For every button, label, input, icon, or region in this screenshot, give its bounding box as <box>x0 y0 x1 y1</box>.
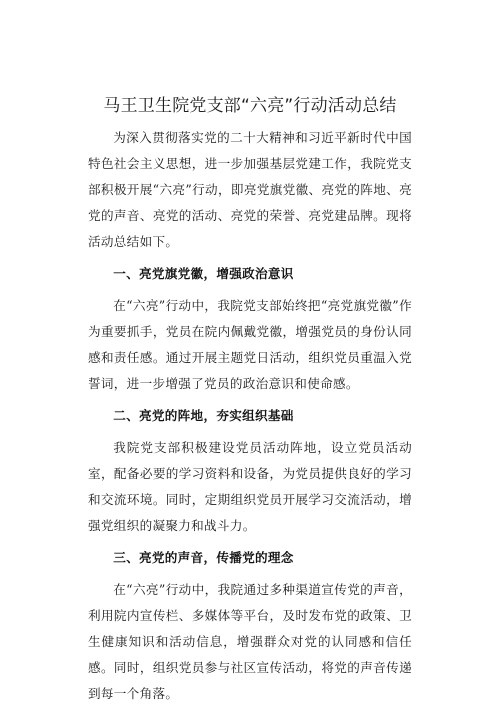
section-1-body: 在“六亮”行动中，我院党支部始终把“亮党旗党徽”作为重要抓手，党员在院内佩戴党徽，增强党员的身份认同感和责任感。通过开展主题党日活动，组织党员重温入党誓词，进一步增强了党员的政治意识和使命感。 <box>88 298 412 391</box>
section-1-heading: 一、亮党旗党徽，增强政治意识 <box>113 266 294 281</box>
section-2-heading: 二、亮党的阵地，夯实组织基础 <box>113 408 294 423</box>
section-3-heading: 三、亮党的声音，传播党的理念 <box>113 550 294 565</box>
section-3-body: 在“六亮”行动中，我院通过多种渠道宣传党的声音，利用院内宣传栏、多媒体等平台，及时发布党的政策、卫生健康知识和活动信息，增强群众对党的认同感和信任感。同时，组织党员参与社区宣传活动，将党的声音传递到每一个角落。 <box>88 582 412 701</box>
document-title: 马王卫生院党支部“六亮”行动活动总结 <box>103 96 397 116</box>
section-2-body: 我院党支部积极建设党员活动阵地，设立党员活动室，配备必要的学习资料和设备，为党员提供良好的学习和交流环境。同时，定期组织党员开展学习交流活动，增强党组织的凝聚力和战斗力。 <box>88 440 412 533</box>
intro-paragraph: 为深入贯彻落实党的二十大精神和习近平新时代中国特色社会主义思想，进一步加强基层党建工作，我院党支部积极开展“六亮”行动，即亮党旗党徽、亮党的阵地、亮党的声音、亮党的活动、亮党的荣誉、亮党建品牌。现将活动总结如下。 <box>88 130 412 249</box>
